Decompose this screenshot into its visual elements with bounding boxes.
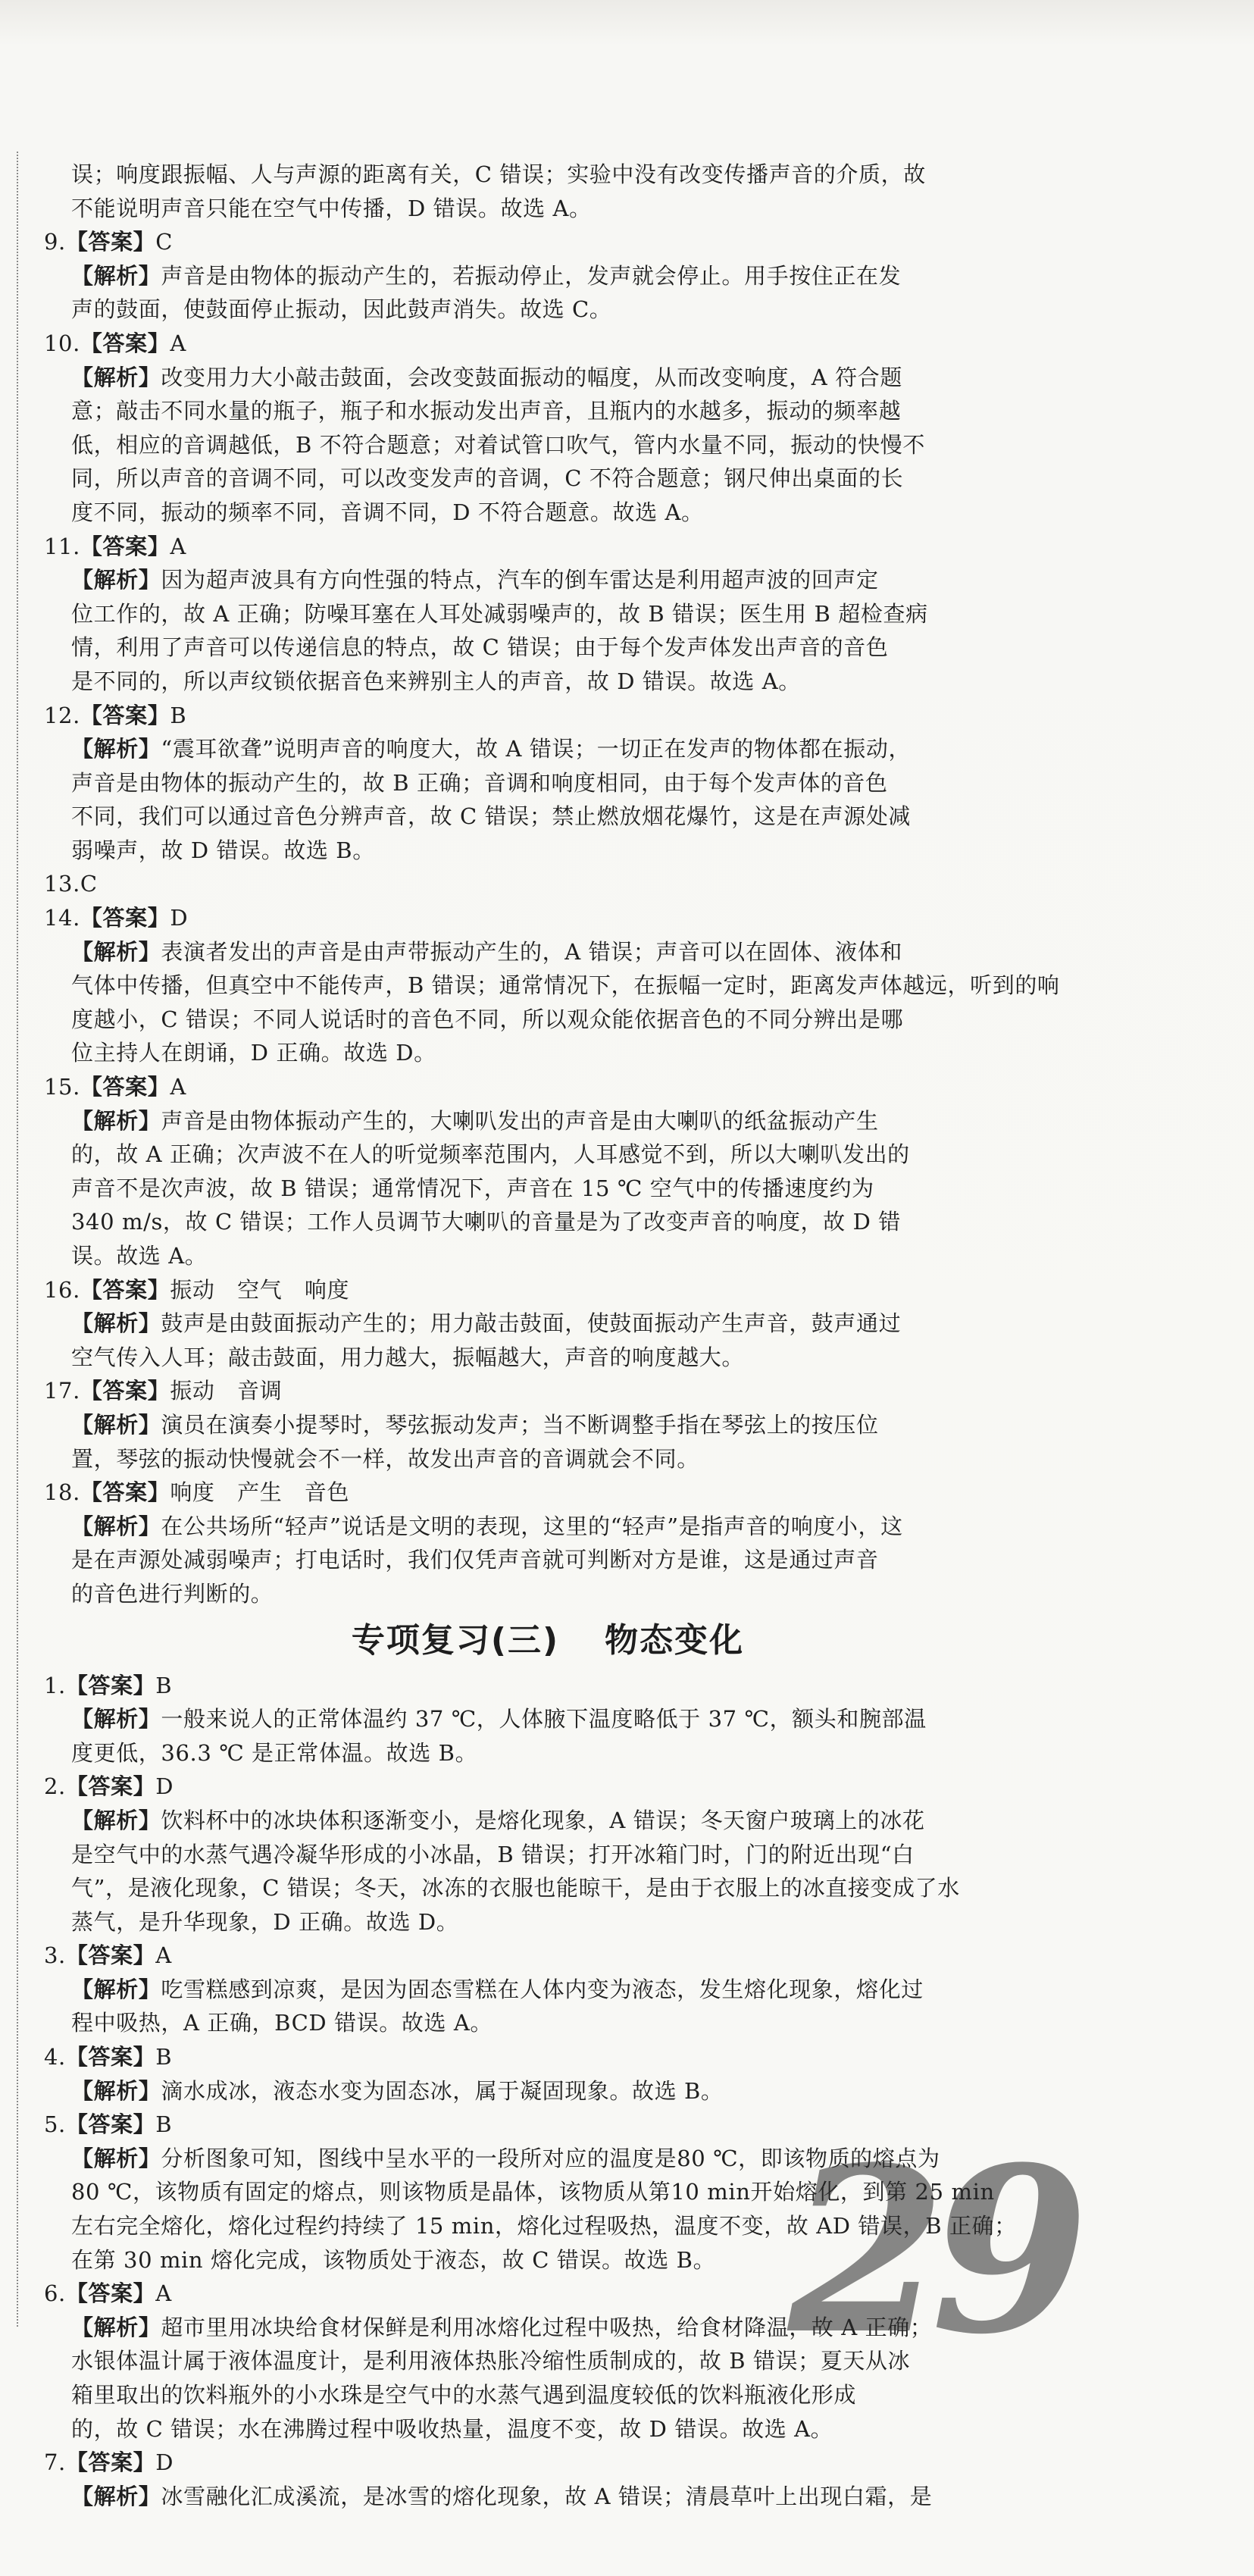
explanation-continuation: 是不同的，所以声纹锁依据音色来辨别主人的声音，故 D 错误。故选 A。 bbox=[71, 668, 801, 694]
explanation-continuation: 气体中传播，但真空中不能传声，B 错误；通常情况下，在振幅一定时，距离发声体越远，听到的响 bbox=[71, 972, 1060, 999]
answer-tag: 【答案】 bbox=[65, 1672, 156, 1698]
explanation-line bbox=[44, 935, 1052, 969]
explanation-continuation: 的，故 C 错误；水在沸腾过程中吸收热量，温度不变，故 D 错误。故选 A。 bbox=[71, 2415, 833, 2442]
explanation-continuation: 的，故 A 正确；次声波不在人的听觉频率范围内，人耳感觉不到，所以大喇叭发出的 bbox=[71, 1141, 910, 1168]
explanation-line bbox=[44, 1510, 1052, 1544]
binding-fold-line bbox=[17, 152, 18, 2327]
question-number: 11. bbox=[44, 533, 80, 559]
question-number: 9. bbox=[44, 229, 66, 255]
answer-value: B bbox=[170, 702, 187, 728]
answer-line bbox=[44, 901, 1052, 935]
explanation-continuation: 误。故选 A。 bbox=[71, 1243, 208, 1269]
explanation-continuation: 气”，是液化现象，C 错误；冬天，冰冻的衣服也能晾干，是由于衣服上的冰直接变成了水 bbox=[71, 1875, 960, 1901]
previous-section-answers bbox=[44, 158, 1060, 1611]
explanation-continuation: 度不同，振动的频率不同，音调不同，D 不符合题意。故选 A。 bbox=[71, 499, 704, 525]
explanation-continuation: 箱里取出的饮料瓶外的小水珠是空气中的水蒸气遇到温度较低的饮料瓶液化形成 bbox=[71, 2382, 857, 2408]
explanation-continuation: 低，相应的音调越低，B 不符合题意；对着试管口吹气，管内水量不同，振动的快慢不 bbox=[71, 431, 925, 458]
answer-tag: 【答案】 bbox=[80, 330, 170, 356]
answer-value: D bbox=[155, 2449, 174, 2476]
answer-line bbox=[44, 1939, 1052, 1973]
answer-line bbox=[44, 2040, 1052, 2074]
question-number: 6. bbox=[44, 2280, 66, 2307]
answer-tag: 【答案】 bbox=[65, 1942, 156, 1969]
explanation-tag: 【解析】 bbox=[71, 262, 161, 289]
answer-value: B bbox=[155, 1672, 173, 1698]
question-number: 14. bbox=[44, 905, 80, 931]
explanation-text: 滴水成冰，液态水变为固态冰，属于凝固现象。故选 B。 bbox=[161, 2077, 724, 2104]
answer-line bbox=[44, 1374, 1052, 1408]
explanation-line bbox=[44, 361, 1052, 395]
question-number: 5. bbox=[44, 2111, 66, 2138]
answer-value: D bbox=[155, 1773, 174, 1800]
explanation-continuation: 在第 30 min 熔化完成，该物质处于液态，故 C 错误。故选 B。 bbox=[71, 2246, 716, 2273]
explanation-tag: 【解析】 bbox=[71, 1807, 161, 1833]
answer-line bbox=[44, 530, 1052, 564]
explanation-continuation: 340 m/s，故 C 错误；工作人员调节大喇叭的音量是为了改变声音的响度，故 D 错 bbox=[71, 1209, 901, 1235]
answer-value: 响度 产生 音色 bbox=[170, 1479, 350, 1506]
explanation-tag: 【解析】 bbox=[71, 736, 161, 762]
explanation-line bbox=[44, 1104, 1052, 1138]
answer-tag: 【答案】 bbox=[65, 229, 156, 255]
explanation-continuation: 意；敲击不同水量的瓶子，瓶子和水振动发出声音，且瓶内的水越多，振动的频率越 bbox=[71, 398, 902, 424]
explanation-continuation: 度越小，C 错误；不同人说话时的音色不同，所以观众能依据音色的不同分辨出是哪 bbox=[71, 1006, 904, 1032]
explanation-continuation: 水银体温计属于液体温度计，是利用液体热胀冷缩性质制成的，故 B 错误；夏天从冰 bbox=[71, 2348, 911, 2374]
explanation-text: 一般来说人的正常体温约 37 ℃，人体腋下温度略低于 37 ℃，额头和腕部温 bbox=[161, 1706, 927, 1732]
explanation-continuation: 程中吸热，A 正确，BCD 错误。故选 A。 bbox=[71, 2010, 493, 2036]
explanation-continuation: 是空气中的水蒸气遇冷凝华形成的小冰晶，B 错误；打开冰箱门时，门的附近出现“白 bbox=[71, 1841, 915, 1867]
explanation-continuation: 度更低，36.3 ℃ 是正常体温。故选 B。 bbox=[71, 1739, 478, 1766]
answer-line bbox=[44, 327, 1052, 361]
question-number: 10. bbox=[44, 330, 80, 356]
answer-value: A bbox=[155, 2280, 172, 2307]
answer-tag: 【答案】 bbox=[80, 905, 170, 931]
explanation-text: 声音是由物体的振动产生的，若振动停止，发声就会停止。用手按住正在发 bbox=[161, 262, 902, 289]
answer-value: A bbox=[170, 1074, 186, 1100]
explanation-tag: 【解析】 bbox=[71, 1976, 161, 2002]
explanation-continuation: 空气传入人耳；敲击鼓面，用力越大，振幅越大，声音的响度越大。 bbox=[71, 1344, 745, 1370]
explanation-continuation: 置，琴弦的振动快慢就会不一样，故发出声音的音调就会不同。 bbox=[71, 1445, 699, 1472]
explanation-continuation: 不能说明声音只能在空气中传播，D 错误。故选 A。 bbox=[71, 195, 592, 221]
explanation-continuation: 左右完全熔化，熔化过程约持续了 15 min，熔化过程吸热，温度不变，故 AD 错误，B 正确； bbox=[71, 2213, 1017, 2240]
question-number: 12. bbox=[44, 702, 80, 728]
question-number: 1. bbox=[44, 1672, 66, 1698]
explanation-tag: 【解析】 bbox=[71, 2077, 161, 2104]
explanation-continuation: 弱噪声，故 D 错误。故选 B。 bbox=[71, 837, 375, 863]
explanation-continuation: 声音不是次声波，故 B 错误；通常情况下，声音在 15 ℃ 空气中的传播速度约为 bbox=[71, 1175, 874, 1201]
explanation-line bbox=[44, 259, 1052, 293]
answer-line bbox=[44, 1770, 1052, 1804]
explanation-tag: 【解析】 bbox=[71, 2145, 161, 2171]
explanation-continuation: 蒸气，是升华现象，D 正确。故选 D。 bbox=[71, 1908, 459, 1935]
explanation-text: 冰雪融化汇成溪流，是冰雪的熔化现象，故 A 错误；清晨草叶上出现白霜，是 bbox=[161, 2483, 933, 2509]
answer-tag: 【答案】 bbox=[65, 2449, 156, 2476]
explanation-continuation: 情，利用了声音可以传递信息的特点，故 C 错误；由于每个发声体发出声音的音色 bbox=[71, 634, 889, 661]
explanation-text: 因为超声波具有方向性强的特点，汽车的倒车雷达是利用超声波的回声定 bbox=[161, 567, 879, 593]
explanation-text: 演员在演奏小提琴时，琴弦振动发声；当不断调整手指在琴弦上的按压位 bbox=[161, 1411, 879, 1438]
explanation-tag: 【解析】 bbox=[71, 1706, 161, 1732]
explanation-text: 超市里用冰块给食材保鲜是利用冰熔化过程中吸热，给食材降温，故 A 正确； bbox=[161, 2314, 933, 2340]
section-three-answers bbox=[44, 1669, 1052, 2514]
question-number: 18. bbox=[44, 1479, 80, 1506]
explanation-line bbox=[44, 1307, 1052, 1341]
answer-tag: 【答案】 bbox=[65, 2280, 156, 2307]
question-number: 3. bbox=[44, 1942, 66, 1969]
explanation-line bbox=[44, 1973, 1052, 2007]
explanation-tag: 【解析】 bbox=[71, 938, 161, 965]
answer-value: B bbox=[155, 2044, 173, 2071]
answer-line: 13.C bbox=[44, 871, 98, 897]
explanation-tag: 【解析】 bbox=[71, 2314, 161, 2340]
answer-tag: 【答案】 bbox=[80, 1276, 170, 1303]
explanation-line bbox=[44, 732, 1052, 766]
explanation-line bbox=[44, 2480, 1052, 2514]
question-number: 7. bbox=[44, 2449, 66, 2476]
section-title-suffix: 物态变化 bbox=[605, 1620, 745, 1660]
explanation-continuation: 声的鼓面，使鼓面停止振动，因此鼓声消失。故选 C。 bbox=[71, 296, 612, 323]
answer-line bbox=[44, 699, 1052, 733]
explanation-text: 改变用力大小敲击鼓面，会改变鼓面振动的幅度，从而改变响度，A 符合题 bbox=[161, 364, 902, 390]
explanation-tag: 【解析】 bbox=[71, 1513, 161, 1539]
explanation-line bbox=[44, 1408, 1052, 1442]
explanation-continuation: 误；响度跟振幅、人与声源的距离有关，C 错误；实验中没有改变传播声音的介质，故 bbox=[71, 161, 926, 187]
page-number: 29 bbox=[788, 2117, 1074, 2384]
explanation-tag: 【解析】 bbox=[71, 2483, 161, 2509]
answer-line bbox=[44, 1070, 1052, 1104]
answer-line bbox=[44, 1669, 1052, 1703]
answer-line bbox=[44, 225, 1052, 259]
question-number: 16. bbox=[44, 1276, 80, 1303]
question-number: 4. bbox=[44, 2044, 66, 2071]
answer-tag: 【答案】 bbox=[80, 533, 170, 559]
answer-line bbox=[44, 1273, 1052, 1307]
explanation-tag: 【解析】 bbox=[71, 364, 161, 390]
explanation-text: 吃雪糕感到凉爽，是因为固态雪糕在人体内变为液态，发生熔化现象，熔化过 bbox=[161, 1976, 924, 2002]
answer-value: A bbox=[155, 1942, 172, 1969]
question-number: 17. bbox=[44, 1378, 80, 1404]
explanation-text: “震耳欲聋”说明声音的响度大，故 A 错误；一切正在发声的物体都在振动， bbox=[161, 736, 912, 762]
explanation-continuation: 位主持人在朗诵，D 正确。故选 D。 bbox=[71, 1040, 436, 1066]
explanation-continuation: 声音是由物体的振动产生的，故 B 正确；音调和响度相同，由于每个发声体的音色 bbox=[71, 769, 888, 796]
explanation-text: 在公共场所“轻声”说话是文明的表现，这里的“轻声”是指声音的响度小，这 bbox=[161, 1513, 903, 1539]
explanation-tag: 【解析】 bbox=[71, 1411, 161, 1438]
answer-tag: 【答案】 bbox=[80, 1479, 170, 1506]
answer-tag: 【答案】 bbox=[80, 1074, 170, 1100]
explanation-continuation: 是在声源处减弱噪声；打电话时，我们仅凭声音就可判断对方是谁，这是通过声音 bbox=[71, 1547, 879, 1573]
answer-tag: 【答案】 bbox=[65, 1773, 156, 1800]
answer-line bbox=[44, 2446, 1052, 2480]
explanation-text: 鼓声是由鼓面振动产生的；用力敲击鼓面，使鼓面振动产生声音，鼓声通过 bbox=[161, 1310, 902, 1337]
explanation-text: 分析图象可知，图线中呈水平的一段所对应的温度是80 ℃，即该物质的熔点为 bbox=[161, 2145, 940, 2171]
question-number: 2. bbox=[44, 1773, 66, 1800]
answer-tag: 【答案】 bbox=[65, 2111, 156, 2138]
explanation-continuation: 80 ℃，该物质有固定的熔点，则该物质是晶体，该物质从第10 min开始熔化，到第 25 min bbox=[71, 2179, 995, 2205]
answer-value: A bbox=[170, 533, 186, 559]
answer-tag: 【答案】 bbox=[80, 702, 170, 728]
explanation-text: 饮料杯中的冰块体积逐渐变小，是熔化现象，A 错误；冬天窗户玻璃上的冰花 bbox=[161, 1807, 925, 1833]
explanation-line bbox=[44, 1804, 1052, 1838]
answer-value: A bbox=[170, 330, 186, 356]
answer-value: C bbox=[155, 229, 174, 255]
explanation-continuation: 位工作的，故 A 正确；防噪耳塞在人耳处减弱噪声的，故 B 错误；医生用 B 超检查病 bbox=[71, 600, 928, 627]
explanation-tag: 【解析】 bbox=[71, 567, 161, 593]
explanation-text: 声音是由物体振动产生的，大喇叭发出的声音是由大喇叭的纸盆振动产生 bbox=[161, 1107, 879, 1134]
explanation-continuation: 的音色进行判断的。 bbox=[71, 1580, 274, 1607]
explanation-line bbox=[44, 1702, 1052, 1736]
answer-value: B bbox=[155, 2111, 173, 2138]
answer-value: 振动 空气 响度 bbox=[170, 1276, 350, 1303]
explanation-continuation: 不同，我们可以通过音色分辨声音，故 C 错误；禁止燃放烟花爆竹，这是在声源处减 bbox=[71, 803, 912, 830]
explanation-tag: 【解析】 bbox=[71, 1107, 161, 1134]
explanation-continuation: 同，所以声音的音调不同，可以改变发声的音调，C 不符合题意；钢尺伸出桌面的长 bbox=[71, 465, 904, 492]
answer-value: 振动 音调 bbox=[170, 1378, 283, 1404]
answer-value: D bbox=[170, 905, 189, 931]
explanation-line bbox=[44, 563, 1052, 597]
answer-tag: 【答案】 bbox=[65, 2044, 156, 2071]
section-title-prefix: 专项复习(三) bbox=[351, 1620, 560, 1660]
question-number: 15. bbox=[44, 1074, 80, 1100]
explanation-text: 表演者发出的声音是由声带振动产生的，A 错误；声音可以在固体、液体和 bbox=[161, 938, 902, 965]
section-title bbox=[44, 1617, 1052, 1664]
explanation-tag: 【解析】 bbox=[71, 1310, 161, 1337]
answer-line bbox=[44, 1476, 1052, 1510]
explanation-line bbox=[44, 2074, 1052, 2108]
answer-tag: 【答案】 bbox=[80, 1378, 170, 1404]
